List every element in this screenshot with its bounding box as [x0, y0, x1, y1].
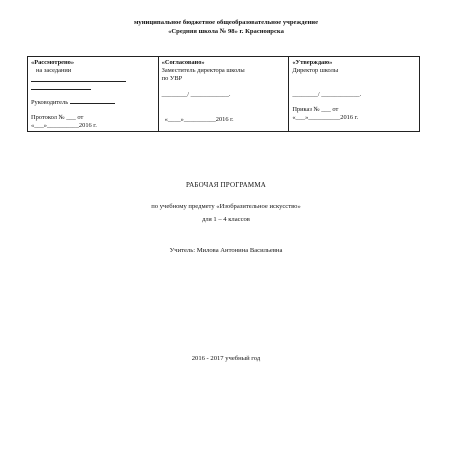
agreed-role-dept: по УВР: [161, 75, 183, 82]
considered-title: «Рассмотрено»: [31, 59, 75, 66]
approved-cell: [289, 57, 420, 132]
approved-role: Директор школы: [292, 67, 339, 74]
subject-line: по учебному предмету «Изобразительное искусство»: [151, 203, 301, 210]
considered-blank-line: [31, 83, 91, 90]
approved-signature: ________/ ____________.: [292, 91, 362, 98]
considered-date: «___»__________2016 г.: [31, 122, 97, 129]
agreed-date: «____»__________2016 г.: [164, 116, 234, 123]
teacher-line: Учитель: Милова Антонина Васильевна: [169, 247, 283, 254]
agreed-cell: [158, 57, 289, 132]
considered-blank-line: [31, 75, 126, 82]
approval-table: [27, 56, 420, 132]
agreed-role: Заместитель директора школы: [161, 67, 245, 74]
considered-cell: [28, 57, 159, 132]
program-title: РАБОЧАЯ ПРОГРАММА: [185, 181, 267, 189]
school-name: «Средняя школа № 98» г. Красноярска: [168, 28, 284, 35]
approved-title: «Утверждаю»: [292, 59, 333, 66]
considered-subtitle: на заседании: [36, 67, 72, 74]
approved-order: Приказ № ___ от: [292, 106, 339, 113]
considered-head-label: Руководитель: [31, 97, 115, 107]
grades-line: для 1 – 4 классов: [202, 216, 250, 223]
agreed-signature: ________/ ____________.: [161, 91, 231, 98]
considered-protocol: Протокол № ___ от: [31, 114, 84, 121]
academic-year: 2016 - 2017 учебный год: [191, 355, 261, 362]
approved-date: «___»__________2016 г.: [292, 114, 359, 121]
agreed-title: «Согласовано»: [161, 59, 205, 66]
school-type: муниципальное бюджетное общеобразовательное учреждение: [133, 19, 319, 26]
